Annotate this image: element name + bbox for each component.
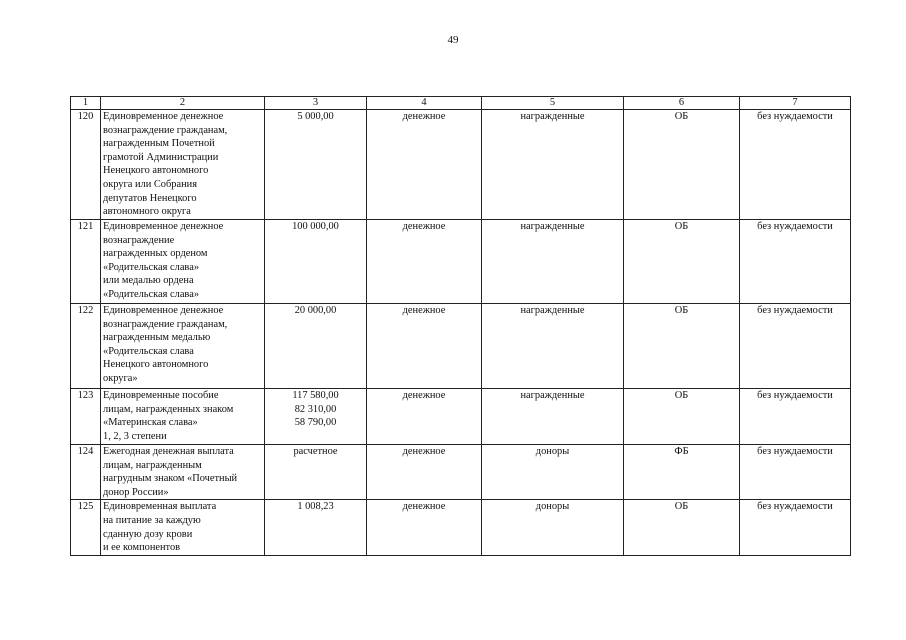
amount-value: 1 008,23 — [297, 501, 334, 513]
benefit-name-line: донор России» — [103, 486, 169, 498]
amount-value: 5 000,00 — [297, 111, 334, 122]
benefit-name-line: округа или Собрания — [103, 178, 197, 190]
benefit-name-line: награжденным медалью — [103, 332, 211, 344]
benefit-name-line: «Родительская слава» — [103, 288, 200, 300]
row-number: 123 — [71, 389, 101, 445]
benefit-name-line: награжденным Почетной — [103, 138, 215, 150]
benefit-name-line: округа» — [103, 372, 138, 384]
benefit-name-line: автономного округа — [103, 206, 191, 218]
benefit-name-line: Ежегодная денежная выплата — [103, 446, 234, 457]
table-row — [71, 389, 851, 445]
benefit-amount — [265, 389, 367, 445]
table-row — [71, 110, 851, 220]
amount-value: 100 000,00 — [292, 221, 339, 232]
benefit-name-line: «Родительская слава — [103, 345, 194, 357]
benefit-name-line: Ненецкого автономного — [103, 359, 209, 371]
table-row — [71, 445, 851, 500]
benefit-form: денежное — [367, 389, 482, 445]
benefit-form: денежное — [367, 500, 482, 556]
benefit-name — [101, 445, 265, 500]
benefit-name-line: Ненецкого автономного — [103, 165, 209, 177]
amount-value: 117 580,00 — [292, 390, 339, 401]
benefit-name-line: и ее компонентов — [103, 542, 181, 554]
budget-source: ОБ — [624, 304, 740, 389]
benefit-name-line: сданную дозу крови — [103, 528, 193, 540]
column-number-row — [71, 97, 851, 110]
benefit-name-line: Единовременные пособие — [103, 390, 219, 401]
benefit-name-line: Единовременное денежное — [103, 111, 224, 122]
table-row — [71, 304, 851, 389]
row-number: 124 — [71, 445, 101, 500]
benefit-name-line: 1, 2, 3 степени — [103, 430, 167, 442]
benefit-name-line: награжденных орденом — [103, 248, 208, 260]
page-number: 49 — [447, 34, 459, 46]
need-criterion: без нуждаемости — [740, 445, 851, 500]
column-number-3: 3 — [265, 97, 367, 110]
benefit-name-line: лицам, награжденным — [103, 459, 202, 471]
budget-source: ОБ — [624, 220, 740, 304]
benefit-name-line: вознаграждение гражданам, — [103, 124, 228, 136]
recipient-category: доноры — [482, 500, 624, 556]
benefit-name-line: грамотой Администрации — [103, 151, 219, 163]
benefit-amount — [265, 220, 367, 304]
column-number-1: 1 — [71, 97, 101, 110]
budget-source: ОБ — [624, 110, 740, 220]
recipient-category: награжденные — [482, 389, 624, 445]
benefits-table — [70, 96, 851, 556]
column-number-6: 6 — [624, 97, 740, 110]
row-number: 125 — [71, 500, 101, 556]
benefit-name-line: вознаграждение гражданам, — [103, 318, 228, 330]
benefit-amount — [265, 500, 367, 556]
table-row — [71, 220, 851, 304]
benefit-amount — [265, 445, 367, 500]
benefit-name-line: нагрудным знаком «Почетный — [103, 473, 238, 485]
benefit-name — [101, 220, 265, 304]
benefit-name-line: Единовременное денежное — [103, 305, 224, 316]
benefit-form: денежное — [367, 304, 482, 389]
benefit-name-line: лицам, награжденных знаком — [103, 403, 234, 415]
recipient-category: награжденные — [482, 220, 624, 304]
benefit-amount — [265, 304, 367, 389]
benefit-name — [101, 304, 265, 389]
benefit-form: денежное — [367, 220, 482, 304]
column-number-2: 2 — [101, 97, 265, 110]
need-criterion: без нуждаемости — [740, 110, 851, 220]
benefit-amount — [265, 110, 367, 220]
benefit-name — [101, 110, 265, 220]
benefit-name-line: Единовременная выплата — [103, 501, 217, 513]
benefit-form: денежное — [367, 110, 482, 220]
column-number-5: 5 — [482, 97, 624, 110]
amount-value: 58 790,00 — [294, 417, 337, 429]
recipient-category: награжденные — [482, 110, 624, 220]
column-number-7: 7 — [740, 97, 851, 110]
benefit-name — [101, 500, 265, 556]
benefit-name — [101, 389, 265, 445]
need-criterion: без нуждаемости — [740, 220, 851, 304]
benefit-name-line: Единовременное денежное — [103, 221, 224, 232]
benefit-name-line: «Материнская слава» — [103, 417, 198, 429]
recipient-category: доноры — [482, 445, 624, 500]
table-row — [71, 500, 851, 556]
benefit-name-line: на питание за каждую — [103, 514, 201, 526]
budget-source: ФБ — [624, 445, 740, 500]
amount-value: 82 310,00 — [294, 403, 337, 415]
budget-source: ОБ — [624, 389, 740, 445]
budget-source: ОБ — [624, 500, 740, 556]
column-number-4: 4 — [367, 97, 482, 110]
amount-value: 20 000,00 — [294, 305, 337, 316]
row-number: 120 — [71, 110, 101, 220]
amount-value: расчетное — [293, 446, 338, 457]
recipient-category: награжденные — [482, 304, 624, 389]
benefit-name-line: вознаграждение — [103, 234, 175, 246]
need-criterion: без нуждаемости — [740, 389, 851, 445]
row-number: 122 — [71, 304, 101, 389]
need-criterion: без нуждаемости — [740, 500, 851, 556]
benefit-form: денежное — [367, 445, 482, 500]
need-criterion: без нуждаемости — [740, 304, 851, 389]
benefit-name-line: или медалью ордена — [103, 275, 194, 287]
benefit-name-line: «Родительская слава» — [103, 261, 200, 273]
row-number: 121 — [71, 220, 101, 304]
benefit-name-line: депутатов Ненецкого — [103, 192, 197, 204]
